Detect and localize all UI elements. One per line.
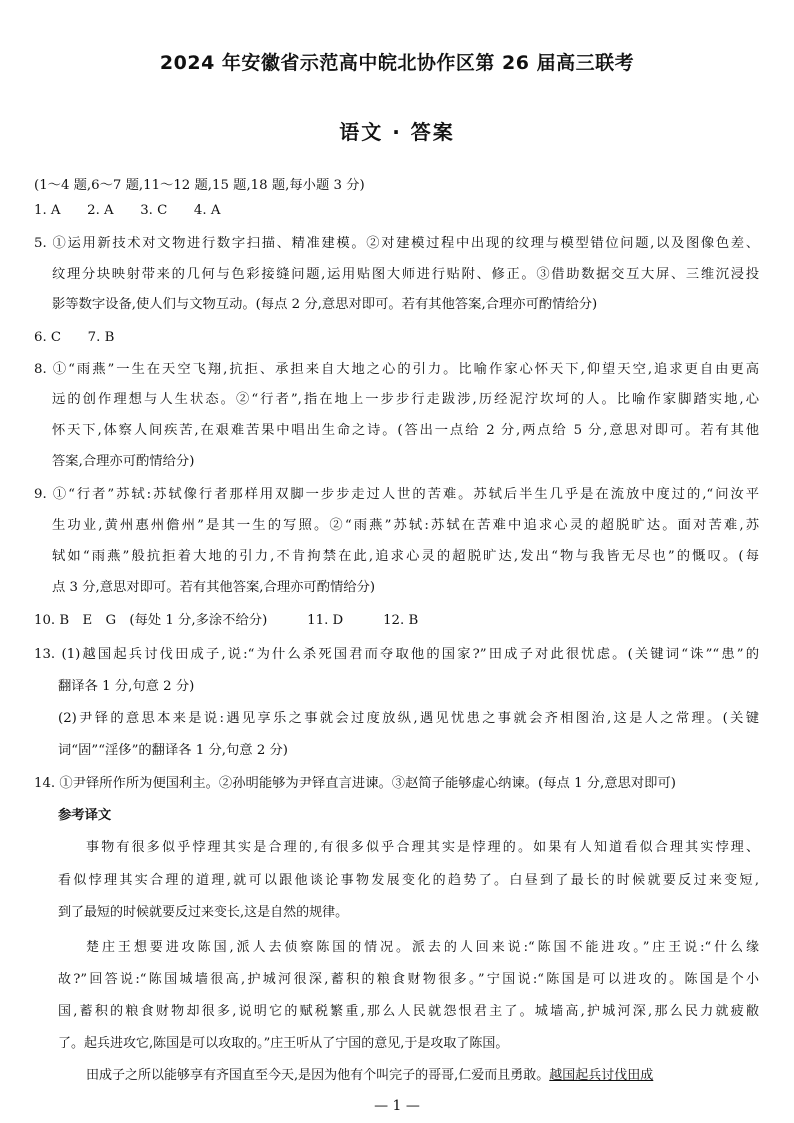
- translation-p2-line-1: 楚庄王想要进攻陈国,派人去侦察陈国的情况。派去的人回来说:“陈国不能进攻。”庄王说:“什么缘: [86, 940, 759, 955]
- answers-10-12: 10. B E G (每处 1 分,多涂不给分) 11. D 12. B: [34, 613, 419, 628]
- answer-13-2-line-2: 词“固”“淫侈”的翻译各 1 分,句意 2 分): [58, 743, 288, 758]
- answer-13-2-line-1: (2)尹铎的意思本来是说:遇见享乐之事就会过度放纵,遇见忧患之事就会齐相图治,这是人之常理。(关键: [58, 711, 759, 726]
- translation-heading: 参考译文: [58, 808, 112, 823]
- translation-p1-line-1: 事物有很多似乎悖理其实是合理的,有很多似乎合理其实是悖理的。如果有人知道看似合理其实悖理、: [86, 840, 759, 855]
- answer-9-line-1: 9. ①“行者”苏轼:苏轼像行者那样用双脚一步步走过人世的苦难。苏轼后半生几乎是在流放中度过的,“问汝平: [34, 487, 759, 502]
- answer-8-line-4: 答案,合理亦可酌情给分): [52, 454, 195, 469]
- answer-8-line-1: 8. ①“雨燕”一生在天空飞翔,抗拒、承担来自大地之心的引力。比喻作家心怀天下,仰望天空,追求更自由更高: [34, 362, 759, 377]
- answer-8-line-2: 远的创作理想与人生状态。②“行者”,指在地上一步步行走跋涉,历经泥泞坎坷的人。比喻作家脚踏实地,心: [52, 392, 759, 407]
- translation-p3-text: 田成子之所以能够享有齐国直至今天,是因为他有个叫完子的哥哥,仁爱而且勇敢。: [86, 1068, 550, 1083]
- answer-13-1-line-1: 13. (1)越国起兵讨伐田成子,说:“为什么杀死国君而夺取他的国家?”田成子对此很忧虑。(关键词“诛”“患”的: [34, 647, 759, 662]
- translation-p1-line-2: 看似悖理其实合理的道理,就可以跟他谈论事物发展变化的趋势了。白昼到了最长的时候就要反过来变短,: [58, 873, 759, 888]
- answer-14: 14. ①尹铎所作所为便国利主。②孙明能够为尹铎直言进谏。③赵简子能够虚心纳谏。(每点 1 分,意思对即可): [34, 776, 676, 791]
- translation-p2-line-3: 国,蓄积的粮食财物却很多,说明它的赋税繁重,那么人民就怨恨君主了。城墙高,护城河深,那么民力就疲敝: [58, 1004, 759, 1019]
- answer-9-line-4: 点 3 分,意思对即可。若有其他答案,合理亦可酌情给分): [52, 580, 376, 595]
- answer-5-line-3: 影等数字设备,使人们与文物互动。(每点 2 分,意思对即可。若有其他答案,合理亦可酌情给分): [52, 297, 598, 312]
- answer-5-line-2: 纹理分块映射带来的几何与色彩接缝问题,运用贴图大师进行贴附、修正。③借助数据交互大屏、三维沉浸投: [52, 267, 759, 282]
- answers-6-7: 6. C 7. B: [34, 330, 115, 345]
- answer-5-line-1: 5. ①运用新技术对文物进行数字扫描、精准建模。②对建模过程中出现的纹理与模型错位问题,以及图像色差、: [34, 236, 759, 251]
- translation-p1-line-3: 到了最短的时候就要反过来变长,这是自然的规律。: [58, 905, 349, 920]
- answer-9-line-2: 生功业,黄州惠州儋州”是其一生的写照。②“雨燕”苏轼:苏轼在苦难中追求心灵的超脱旷达。面对苦难,苏: [52, 518, 759, 533]
- page-title: 2024 年安徽省示范高中皖北协作区第 26 届高三联考: [159, 52, 635, 74]
- answer-9-line-3: 轼如“雨燕”般抗拒着大地的引力,不肯拘禁在此,追求心灵的超脱旷达,发出“物与我皆无尽也”的慨叹。(每: [52, 549, 759, 564]
- translation-p2-line-4: 了。起兵进攻它,陈国是可以攻取的。”庄王听从了宁国的意见,于是攻取了陈国。: [58, 1036, 509, 1051]
- scoring-note: (1～4 题,6～7 题,11～12 题,15 题,18 题,每小题 3 分): [34, 178, 365, 193]
- page-subtitle: 语文 · 答案: [339, 120, 455, 144]
- translation-p3-underlined: 越国起兵讨伐田成: [549, 1068, 654, 1083]
- answer-13-1-line-2: 翻译各 1 分,句意 2 分): [58, 679, 195, 694]
- answers-1-4: 1. A 2. A 3. C 4. A: [34, 203, 221, 218]
- translation-p3-line-1: [86, 1068, 653, 1084]
- translation-p2-line-2: 故?”回答说:“陈国城墙很高,护城河很深,蓄积的粮食财物很多。”宁国说:“陈国是可以进攻的。陈国是个小: [58, 972, 759, 987]
- answer-8-line-3: 怀天下,体察人间疾苦,在艰难苦果中唱出生命之诗。(答出一点给 2 分,两点给 5 分,意思对即可。若有其他: [52, 423, 759, 438]
- page-number: — 1 —: [374, 1098, 420, 1114]
